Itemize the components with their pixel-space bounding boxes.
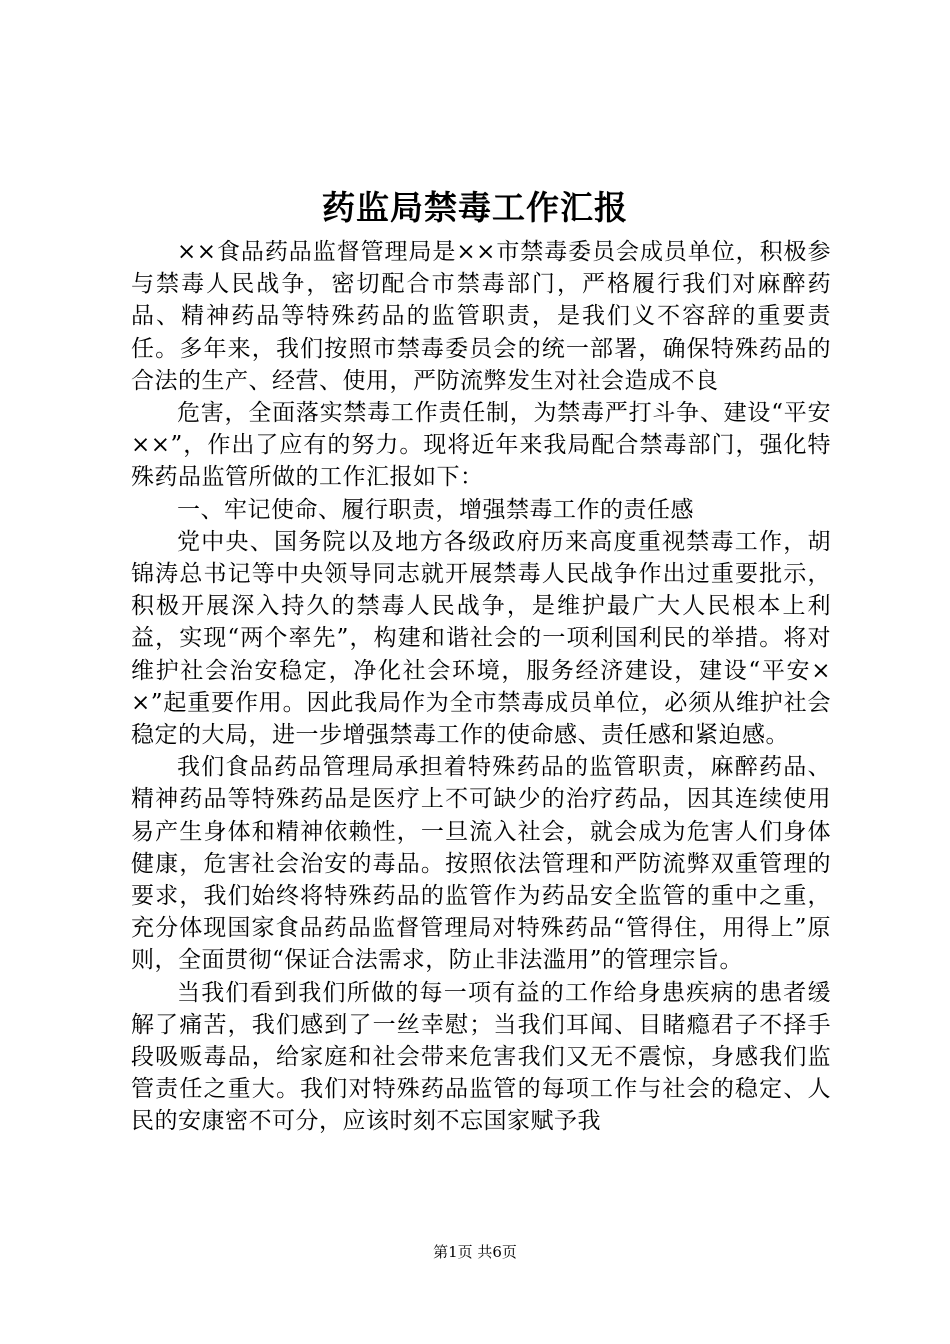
paragraph-special-drugs: 我们食品药品管理局承担着特殊药品的监管职责，麻醉药品、精神药品等特殊药品是医疗上不可缺少的治疗药品，因其连续使用易产生身体和精神依赖性，一旦流入社会，就会成为危害人们身体健康，危害社会治安的毒品。按照依法管理和严防流弊双重管理的要求，我们始终将特殊药品的监管作为药品安全监管的重中之重，充分体现国家食品药品监督管理局对特殊药品“管得住，用得上”原则，全面贯彻“保证合法需求，防止非法滥用”的管理宗旨。 [131,754,831,974]
document-body [131,236,831,1138]
paragraph-intro: ××食品药品监督管理局是××市禁毒委员会成员单位，积极参与禁毒人民战争，密切配合市禁毒部门，严格履行我们对麻醉药品、精神药品等特殊药品的监管职责，是我们义不容辞的重要责任。多年来，我们按照市禁毒委员会的统一部署，确保特殊药品的合法的生产、经营、使用，严防流弊发生对社会造成不良 [131,239,831,394]
paragraph-continuation: 危害，全面落实禁毒工作责任制，为禁毒严打斗争、建设“平安××”，作出了应有的努力。现将近年来我局配合禁毒部门，强化特殊药品监管所做的工作汇报如下： [131,400,831,491]
paragraph-central-policy: 党中央、国务院以及地方各级政府历来高度重视禁毒工作，胡锦涛总书记等中央领导同志就开展禁毒人民战争作出过重要批示，积极开展深入持久的禁毒人民战争，是维护最广大人民根本上利益，实现“两个率先”，构建和谐社会的一项利国利民的举措。将对维护社会治安稳定，净化社会环境，服务经济建设，建设“平安××”起重要作用。因此我局作为全市禁毒成员单位，必须从维护社会稳定的大局，进一步增强禁毒工作的使命感、责任感和紧迫感。 [131,528,831,749]
paragraph-responsibility: 当我们看到我们所做的每一项有益的工作给身患疾病的患者缓解了痛苦，我们感到了一丝幸慰；当我们耳闻、目睹瘾君子不择手段吸贩毒品，给家庭和社会带来危害我们又无不震惊，身感我们监管责任之重大。我们对特殊药品监管的每项工作与社会的稳定、人民的安康密不可分，应该时刻不忘国家赋予我 [131,979,831,1135]
section-heading-1: 一、牢记使命、履行职责，增强禁毒工作的责任感 [177,496,694,523]
page-footer: 第1页 共6页 [433,1243,517,1261]
document-title: 药监局禁毒工作汇报 [322,188,628,227]
